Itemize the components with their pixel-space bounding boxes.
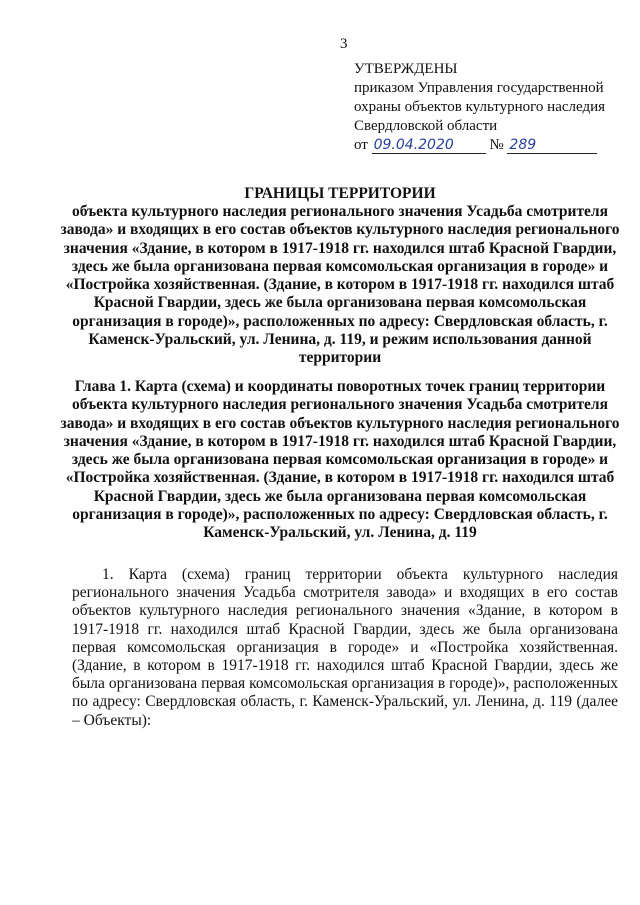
document-subtitle: объекта культурного наследия регионального значения Усадьба смотрителя завода» и входящих в его состав объектов культурного наследия регионального значения «Здание, в котором в 1917-1918 гг. находился штаб Красной Гвардии, здесь же была организована первая комсомольская организация в городе» и «Постройка хозяйственная. (Здание, в котором в 1917-1918 гг. находился штаб Красной Гвардии, здесь же была организована первая комсомольская организация в городе)», расположенных по адресу: Свердловская область, г. Каменск-Уральский, ул. Ленина, д. 119, и режим использования данной территории [60, 203, 620, 367]
paragraph-1: 1. Карта (схема) границ территории объекта культурного наследия регионального значения Усадьба смотрителя завода» и входящих в его состав объектов культурного наследия регионального значения «Здание, в котором в 1917-1918 гг. находился штаб Красной Гвардии, здесь же была организована первая комсомольская организация в городе» и «Постройка хозяйственная. (Здание, в котором в 1917-1918 гг. находился штаб Красной Гвардии, здесь же была организована первая комсомольская организация в городе)», расположенных по адресу: Свердловская область, г. Каменск-Уральский, ул. Ленина, д. 119 (далее – Объекты): [72, 566, 618, 729]
approval-line-2: охраны объектов культурного наследия [354, 99, 606, 115]
handwritten-date: 09.04.2020 [372, 137, 486, 154]
approval-order-row [354, 136, 624, 155]
page-number: 3 [340, 36, 348, 52]
chapter-heading: Глава 1. Карта (схема) и координаты поворотных точек границ территории объекта культурного наследия регионального значения Усадьба смотрителя завода» и входящих в его состав объектов культурного наследия регионального значения «Здание, в котором в 1917-1918 гг. находился штаб Красной Гвардии, здесь же была организована первая комсомольская организация в городе» и «Постройка хозяйственная. (Здание, в котором в 1917-1918 гг. находился штаб Красной Гвардии, здесь же была организована первая комсомольская организация в городе)», расположенных по адресу: Свердловская область, г. Каменск-Уральский, ул. Ленина, д. 119 [60, 378, 620, 542]
number-label: № [489, 137, 504, 153]
handwritten-order-number: 289 [507, 137, 597, 154]
approval-block [354, 60, 624, 155]
document-title: ГРАНИЦЫ ТЕРРИТОРИИ [244, 185, 436, 202]
approval-line-3: Свердловской области [354, 118, 498, 134]
approval-heading: УТВЕРЖДЕНЫ [354, 61, 458, 77]
from-label: от [354, 137, 368, 153]
approval-line-1: приказом Управления государственной [354, 80, 604, 96]
